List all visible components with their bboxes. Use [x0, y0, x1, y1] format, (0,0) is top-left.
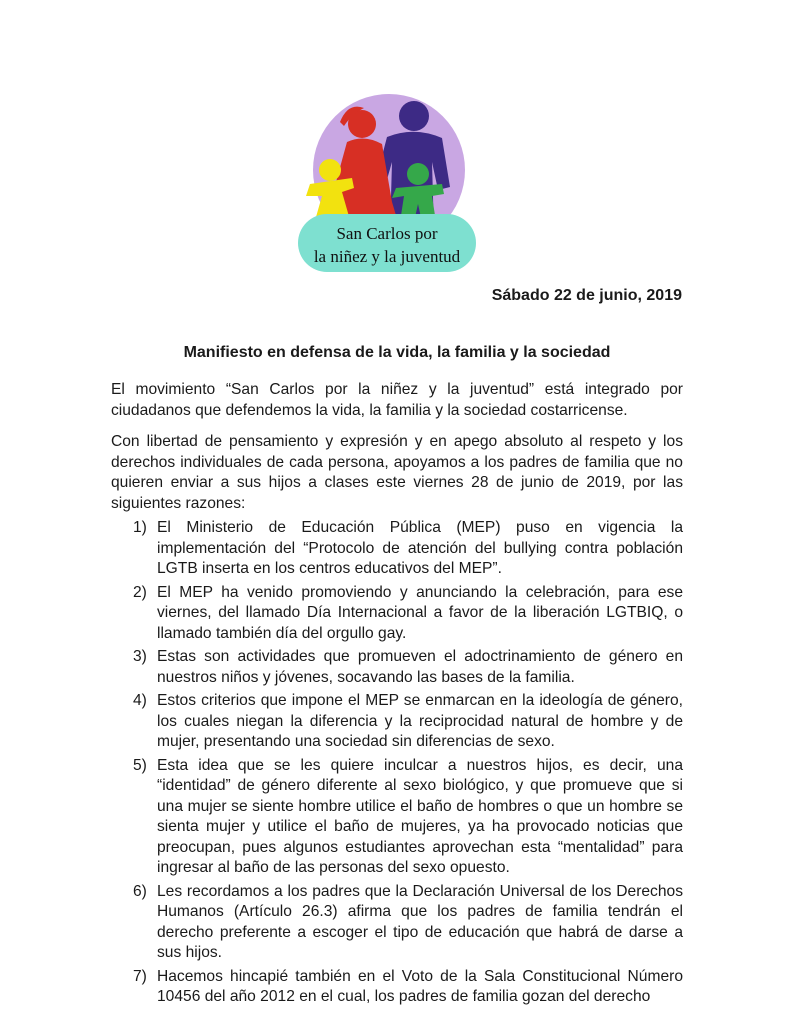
- reasons-list: [111, 518, 683, 1011]
- list-number: 4): [133, 692, 147, 709]
- list-number: 1): [133, 519, 147, 536]
- list-text: Esta idea que se les quiere inculcar a nuestros hijos, es decir, una “identidad” de género diferente al sexo biológico, y que promueve que si una mujer se siente hombre utilice el baño de hombres o que un hombre se sienta mujer y utilice el baño de mujeres, ya ha provocado noticias que preocupan, pues algunos estudiantes aprovechan esta “mentalidad” para ingresar al baño de las personas del sexo opuesto.: [157, 756, 683, 876]
- list-text: El MEP ha venido promoviendo y anunciando la celebración, para ese viernes, del llamado Día Internacional a favor de la liberación LGTBIQ, o llamado también día del orgullo gay.: [157, 583, 683, 642]
- logo-line-2: la niñez y la juventud: [313, 247, 461, 266]
- list-number: 3): [133, 648, 147, 665]
- document-date: Sábado 22 de junio, 2019: [491, 287, 682, 304]
- list-item: [111, 518, 683, 580]
- list-number: 5): [133, 756, 147, 774]
- organization-logo: [292, 92, 482, 282]
- list-item: [111, 647, 683, 688]
- boy-head: [407, 163, 429, 185]
- list-item: [111, 583, 683, 645]
- list-item: [111, 756, 683, 879]
- man-head: [399, 101, 429, 131]
- list-item: [111, 882, 683, 964]
- family-logo-graphic: [292, 92, 482, 282]
- intro-paragraph: El movimiento “San Carlos por la niñez y la juventud” está integrado por ciudadanos que defendemos la vida, la familia y la sociedad costarricense.: [111, 381, 683, 419]
- list-number: 6): [133, 882, 147, 900]
- list-text: Estas son actividades que promueven el adoctrinamiento de género en nuestros niños y jóvenes, socavando las bases de la familia.: [157, 648, 683, 686]
- list-number: 7): [133, 967, 147, 985]
- list-text: Les recordamos a los padres que la Declaración Universal de los Derechos Humanos (Artículo 26.3) afirma que los padres de familia tendrán el derecho preferente a escoger el tipo de educación que habrá de darse a sus hijos.: [157, 882, 683, 961]
- list-text: Hacemos hincapié también en el Voto de la Sala Constitucional Número 10456 del año 2012 en el cual, los padres de familia gozan del derecho: [157, 967, 683, 1005]
- girl-head: [319, 159, 341, 181]
- list-item: [111, 967, 683, 1008]
- logo-line-1: San Carlos por: [336, 224, 438, 243]
- reasons-paragraph: Con libertad de pensamiento y expresión y en apego absoluto al respeto y los derechos individuales de cada persona, apoyamos a los padres de familia que no quieren enviar a sus hijos a clases este viernes 28 de junio de 2019, por las siguientes razones:: [111, 433, 683, 512]
- list-item: [111, 691, 683, 753]
- list-text: Estos criterios que impone el MEP se enmarcan en la ideología de género, los cuales niegan la diferencia y la reciprocidad natural de hombre y de mujer, presentando una sociedad sin diferencias de sexo.: [157, 692, 683, 750]
- list-text: El Ministerio de Educación Pública (MEP) puso en vigencia la implementación del “Protocolo de atención del bullying contra población LGTB inserta en los centros educativos del MEP”.: [157, 519, 683, 577]
- list-number: 2): [133, 583, 147, 601]
- document-title: Manifiesto en defensa de la vida, la familia y la sociedad: [183, 344, 611, 361]
